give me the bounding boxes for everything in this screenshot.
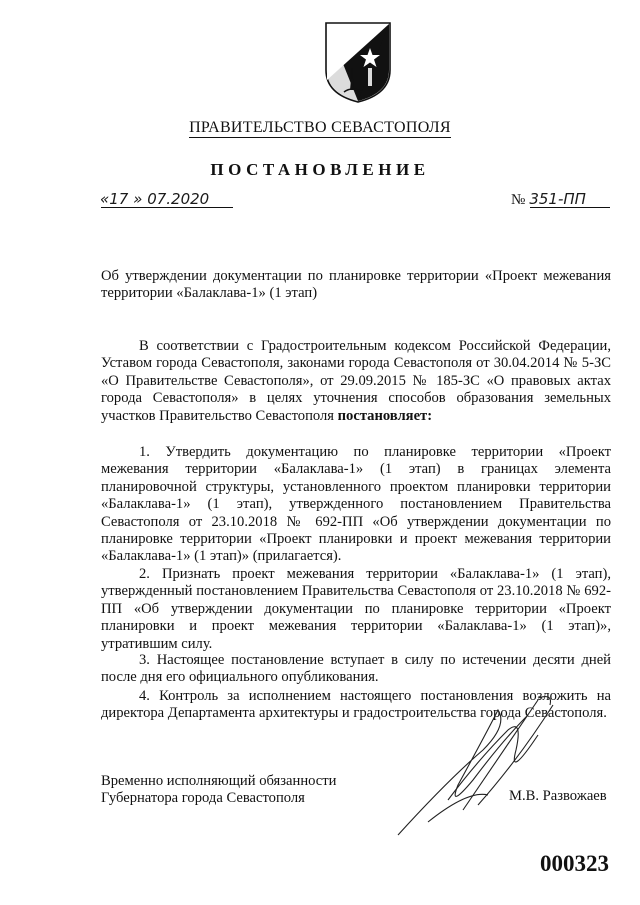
signer-position-line-1: Временно исполняющий обязанности [101, 773, 337, 789]
coat-of-arms-icon [322, 20, 394, 104]
date-close-quote: » [133, 190, 143, 208]
handwritten-signature-icon [388, 690, 588, 840]
date-day: 17 [109, 190, 129, 208]
document-type: ПОСТАНОВЛЕНИЕ [210, 160, 430, 179]
number-value: 351-ПП [529, 190, 586, 208]
registration-number: 000323 [540, 851, 609, 876]
signer-position [101, 773, 336, 808]
clause-2: 2. Признать проект межевания территории «Балаклава-1» (1 этап), утвержденный постановлением Правительства Севастополя от 23.10.2018 № 692-ПП «Об утверждении документации по планировке территории «Проект планировки и проект межевания территории «Балаклава-1» (1 этап)», утратившим силу. [101, 566, 611, 652]
number-underline [530, 207, 610, 208]
clause-4: 4. Контроль за исполнением настоящего постановления возложить на директора Департамента архитектуры и градостроительства города Севастополя. [101, 688, 611, 722]
preamble-text: В соответствии с Градостроительным кодексом Российской Федерации, Уставом города Севастополя, законами города Севастополя от 30.04.2014 № 5-ЗС «О Правительстве Севастополя», от 29.09.2015 № 185-ЗС «О правовых актах города Севастополя» в целях уточнения способов образования земельных участков Правительство Севастополя [101, 338, 611, 424]
document-date [100, 190, 209, 208]
number-sign: № [511, 192, 526, 208]
preamble [101, 338, 611, 425]
organization-name: ПРАВИТЕЛЬСТВО СЕВАСТОПОЛЯ [189, 119, 451, 136]
signer-name: М.В. Развожаев [509, 788, 607, 804]
preamble-emphasis: постановляет: [337, 407, 433, 424]
clause-1: 1. Утвердить документацию по планировке территории «Проект межевания территории «Балаклава-1» (1 этап) в границах элемента планировочной структуры, установленного проектом планировки территории «Балаклава-1» (1 этап), утвержденного постановлением Правительства Севастополя от 23.10.2018 № 692-ПП «Об утверждении документации по планировке территории «Проект планировки и проект межевания территории «Балаклава-1» (1 этап)» (прилагается). [101, 444, 611, 565]
document-title: Об утверждении документации по планировке территории «Проект межевания территории «Балаклава-1» (1 этап) [101, 268, 611, 302]
signer-position-line-2: Губернатора города Севастополя [101, 790, 305, 807]
date-month-year: 07.2020 [147, 190, 210, 208]
date-open-quote: « [100, 190, 110, 208]
clause-3: 3. Настоящее постановление вступает в силу по истечении десяти дней после дня его официального опубликования. [101, 652, 611, 686]
date-underline [101, 207, 233, 208]
